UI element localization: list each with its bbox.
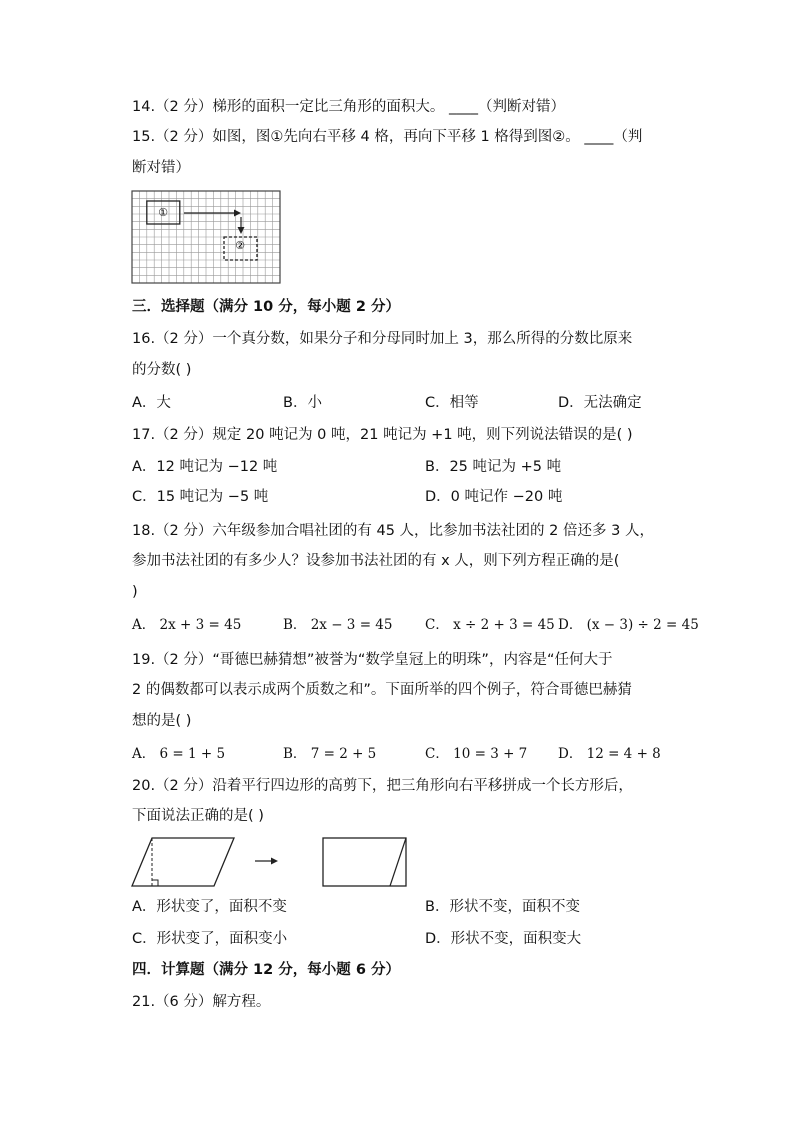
q19-stem-line3: 想的是( ): [132, 713, 192, 729]
q15-stem-line2: 断对错）: [132, 160, 190, 176]
q17-option-b[interactable]: B．25 吨记为 +5 吨: [425, 459, 562, 475]
rectangle: [323, 838, 406, 886]
right-angle-mark: [152, 880, 158, 886]
parallelogram: [132, 838, 234, 886]
q20-option-b[interactable]: B．形状不变，面积不变: [425, 899, 580, 915]
section-4-heading: 四．计算题（满分 12 分，每小题 6 分）: [132, 962, 400, 978]
q17-stem: 17.（2 分）规定 20 吨记为 0 吨，21 吨记为 +1 吨，则下列说法错误的是( ): [132, 427, 633, 443]
q21-stem: 21.（6 分）解方程。: [132, 994, 271, 1010]
q18-option-a[interactable]: A． 2x + 3 = 45: [132, 617, 242, 633]
q16-option-a[interactable]: A．大: [132, 395, 171, 411]
q20-stem-line2: 下面说法正确的是( ): [132, 808, 264, 824]
q16-option-c[interactable]: C．相等: [425, 395, 479, 411]
q20-stem-line1: 20.（2 分）沿着平行四边形的高剪下，把三角形向右平移拼成一个长方形后，: [132, 778, 633, 794]
q20-option-a[interactable]: A．形状变了，面积不变: [132, 899, 287, 915]
q18-option-d[interactable]: D． (x − 3) ÷ 2 = 45: [558, 617, 699, 633]
q18-stem-line3: ): [132, 584, 138, 600]
shape-1-label: ①: [158, 206, 168, 219]
q19-option-c[interactable]: C． 10 = 3 + 7: [425, 746, 528, 762]
cut-line: [390, 838, 406, 886]
q20-option-d[interactable]: D．形状不变，面积变大: [425, 931, 582, 947]
q16-stem-line2: 的分数( ): [132, 362, 192, 378]
q18-stem-line2: 参加书法社团的有多少人？设参加书法社团的有 x 人，则下列方程正确的是(: [132, 553, 620, 569]
q19-stem-line2: 2 的偶数都可以表示成两个质数之和”。下面所举的四个例子，符合哥德巴赫猜: [132, 682, 632, 698]
q15-stem-line1: 15.（2 分）如图，图①先向右平移 4 格，再向下平移 1 格得到图②。 ____（判: [132, 129, 643, 145]
q14-stem: 14.（2 分）梯形的面积一定比三角形的面积大。 ____（判断对错）: [132, 99, 566, 115]
q20-figure: [130, 836, 420, 888]
q15-grid-figure: [132, 191, 280, 283]
q20-option-c[interactable]: C．形状变了，面积变小: [132, 931, 288, 947]
q17-option-d[interactable]: D．0 吨记作 −20 吨: [425, 489, 563, 505]
q18-option-c[interactable]: C． x ÷ 2 + 3 = 45: [425, 617, 555, 633]
q18-stem-line1: 18.（2 分）六年级参加合唱社团的有 45 人，比参加书法社团的 2 倍还多 3 人，: [132, 523, 654, 539]
q19-option-b[interactable]: B． 7 = 2 + 5: [283, 746, 377, 762]
q16-stem-line1: 16.（2 分）一个真分数，如果分子和分母同时加上 3，那么所得的分数比原来: [132, 331, 633, 347]
q19-option-d[interactable]: D． 12 = 4 + 8: [558, 746, 661, 762]
q19-stem-line1: 19.（2 分）“哥德巴赫猜想”被誉为“数学皇冠上的明珠”，内容是“任何大于: [132, 652, 613, 668]
section-3-heading: 三．选择题（满分 10 分，每小题 2 分）: [132, 299, 400, 315]
shape-2-label: ②: [235, 239, 245, 252]
q16-option-b[interactable]: B．小: [283, 395, 322, 411]
q17-option-c[interactable]: C．15 吨记为 −5 吨: [132, 489, 269, 505]
q17-option-a[interactable]: A．12 吨记为 −12 吨: [132, 459, 278, 475]
q16-option-d[interactable]: D．无法确定: [558, 395, 642, 411]
q19-option-a[interactable]: A． 6 = 1 + 5: [132, 746, 226, 762]
q18-option-b[interactable]: B． 2x − 3 = 45: [283, 617, 393, 633]
